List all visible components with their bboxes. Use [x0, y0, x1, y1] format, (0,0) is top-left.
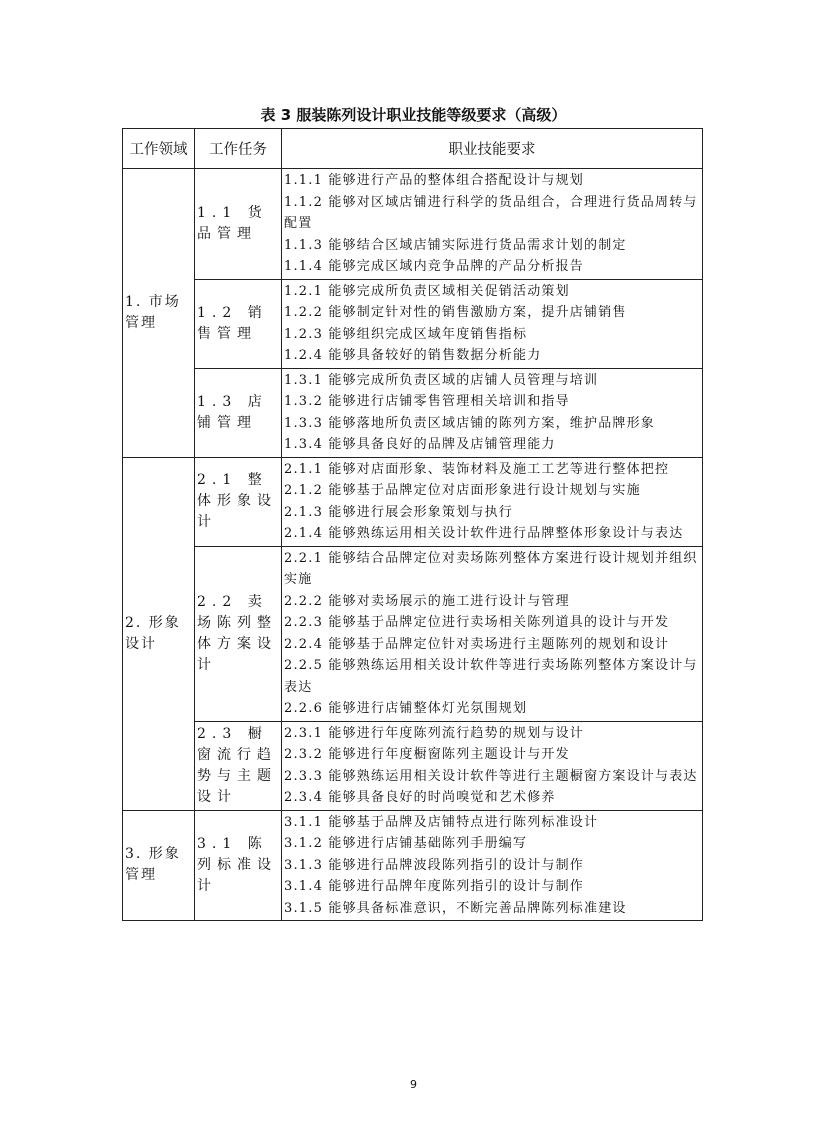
requirement-item: 2.2.3 能够基于品牌定位进行卖场相关陈列道具的设计与开发 — [284, 615, 670, 630]
task-cell: 1.3 店铺管理 — [195, 368, 282, 457]
requirement-item: 1.3.4 能够具备良好的品牌及店铺管理能力 — [284, 437, 556, 452]
requirements-cell — [282, 810, 703, 921]
domain-cell: 2. 形象设计 — [123, 457, 195, 810]
task-cell: 3.1 陈列标准设计 — [195, 810, 282, 921]
requirement-item: 2.2.2 能够对卖场展示的施工进行设计与管理 — [284, 593, 570, 609]
domain-cell: 3. 形象管理 — [123, 810, 195, 921]
header-task: 工作任务 — [195, 129, 282, 169]
requirement-item: 2.2.6 能够进行店铺整体灯光氛围规划 — [284, 701, 528, 716]
requirement-item: 1.3.1 能够完成所负责区域的店铺人员管理与培训 — [284, 372, 599, 388]
domain-cell: 1. 市场管理 — [123, 169, 195, 458]
header-row — [123, 129, 703, 169]
requirement-item: 2.3.2 能够进行年度橱窗陈列主题设计与开发 — [284, 747, 570, 762]
table-row — [123, 546, 703, 721]
requirement-item: 3.1.2 能够进行店铺基础陈列手册编写 — [284, 836, 528, 851]
task-cell: 2.3 橱窗流行趋势与主题设计 — [195, 721, 282, 810]
requirement-item: 2.2.1 能够结合品牌定位对卖场陈列整体方案进行设计规划并组织实施 — [284, 550, 698, 587]
requirement-item: 2.2.5 能够熟练运用相关设计软件等进行卖场陈列整体方案设计与表达 — [284, 658, 698, 695]
requirement-item: 1.1.2 能够对区域店铺进行科学的货品组合，合理进行货品周转与配置 — [284, 194, 698, 231]
requirement-item: 2.1.1 能够对店面形象、装饰材料及施工工艺等进行整体把控 — [284, 461, 670, 477]
requirement-item: 3.1.5 能够具备标准意识，不断完善品牌陈列标准建设 — [284, 900, 627, 916]
task-cell: 2.1 整体形象设计 — [195, 457, 282, 546]
page-number: 9 — [410, 1078, 417, 1091]
requirement-item: 3.1.4 能够进行品牌年度陈列指引的设计与制作 — [284, 879, 585, 894]
requirement-item: 1.1.3 能够结合区域店铺实际进行货品需求计划的制定 — [284, 237, 627, 253]
table-row — [123, 810, 703, 921]
requirement-item: 1.3.3 能够落地所负责区域店铺的陈列方案，维护品牌形象 — [284, 415, 656, 431]
requirement-item: 2.3.4 能够具备良好的时尚嗅觉和艺术修养 — [284, 790, 556, 805]
table-row — [123, 368, 703, 457]
requirements-cell — [282, 546, 703, 721]
requirement-item: 2.1.2 能够基于品牌定位对店面形象进行设计规划与实施 — [284, 483, 641, 498]
task-cell: 2.2 卖场陈列整体方案设计 — [195, 546, 282, 721]
requirement-item: 2.1.3 能够进行展会形象策划与执行 — [284, 504, 514, 520]
requirements-cell — [282, 279, 703, 368]
requirements-cell — [282, 169, 703, 280]
requirement-item: 2.3.1 能够进行年度陈列流行趋势的规划与设计 — [284, 725, 585, 741]
task-cell: 1.2 销售管理 — [195, 279, 282, 368]
header-requirement: 职业技能要求 — [282, 129, 703, 169]
requirement-item: 1.2.1 能够完成所负责区域相关促销活动策划 — [284, 283, 570, 299]
requirement-item: 3.1.1 能够基于品牌及店铺特点进行陈列标准设计 — [284, 814, 599, 830]
skills-table — [122, 128, 703, 921]
requirement-item: 1.2.4 能够具备较好的销售数据分析能力 — [284, 348, 542, 363]
requirement-item: 1.2.3 能够组织完成区域年度销售指标 — [284, 326, 528, 342]
requirement-item: 1.2.2 能够制定针对性的销售激励方案，提升店铺销售 — [284, 305, 627, 320]
table-caption: 表 3 服装陈列设计职业技能等级要求（高级） — [260, 106, 567, 124]
requirement-item: 1.3.2 能够进行店铺零售管理相关培训和指导 — [284, 394, 570, 409]
table-row — [123, 457, 703, 546]
requirement-item: 3.1.3 能够进行品牌波段陈列指引的设计与制作 — [284, 857, 585, 873]
table-row — [123, 721, 703, 810]
requirement-item: 1.1.1 能够进行产品的整体组合搭配设计与规划 — [284, 173, 585, 188]
requirements-cell — [282, 721, 703, 810]
task-cell: 1.1 货品管理 — [195, 169, 282, 280]
requirement-item: 2.3.3 能够熟练运用相关设计软件等进行主题橱窗方案设计与表达 — [284, 768, 698, 784]
table-row — [123, 169, 703, 280]
requirement-item: 2.2.4 能够基于品牌定位针对卖场进行主题陈列的规划和设计 — [284, 636, 670, 652]
table-row — [123, 279, 703, 368]
requirements-cell — [282, 457, 703, 546]
requirement-item: 2.1.4 能够熟练运用相关设计软件进行品牌整体形象设计与表达 — [284, 526, 684, 541]
requirement-item: 1.1.4 能够完成区域内竞争品牌的产品分析报告 — [284, 259, 585, 274]
requirements-cell — [282, 368, 703, 457]
header-domain: 工作领域 — [123, 129, 195, 169]
